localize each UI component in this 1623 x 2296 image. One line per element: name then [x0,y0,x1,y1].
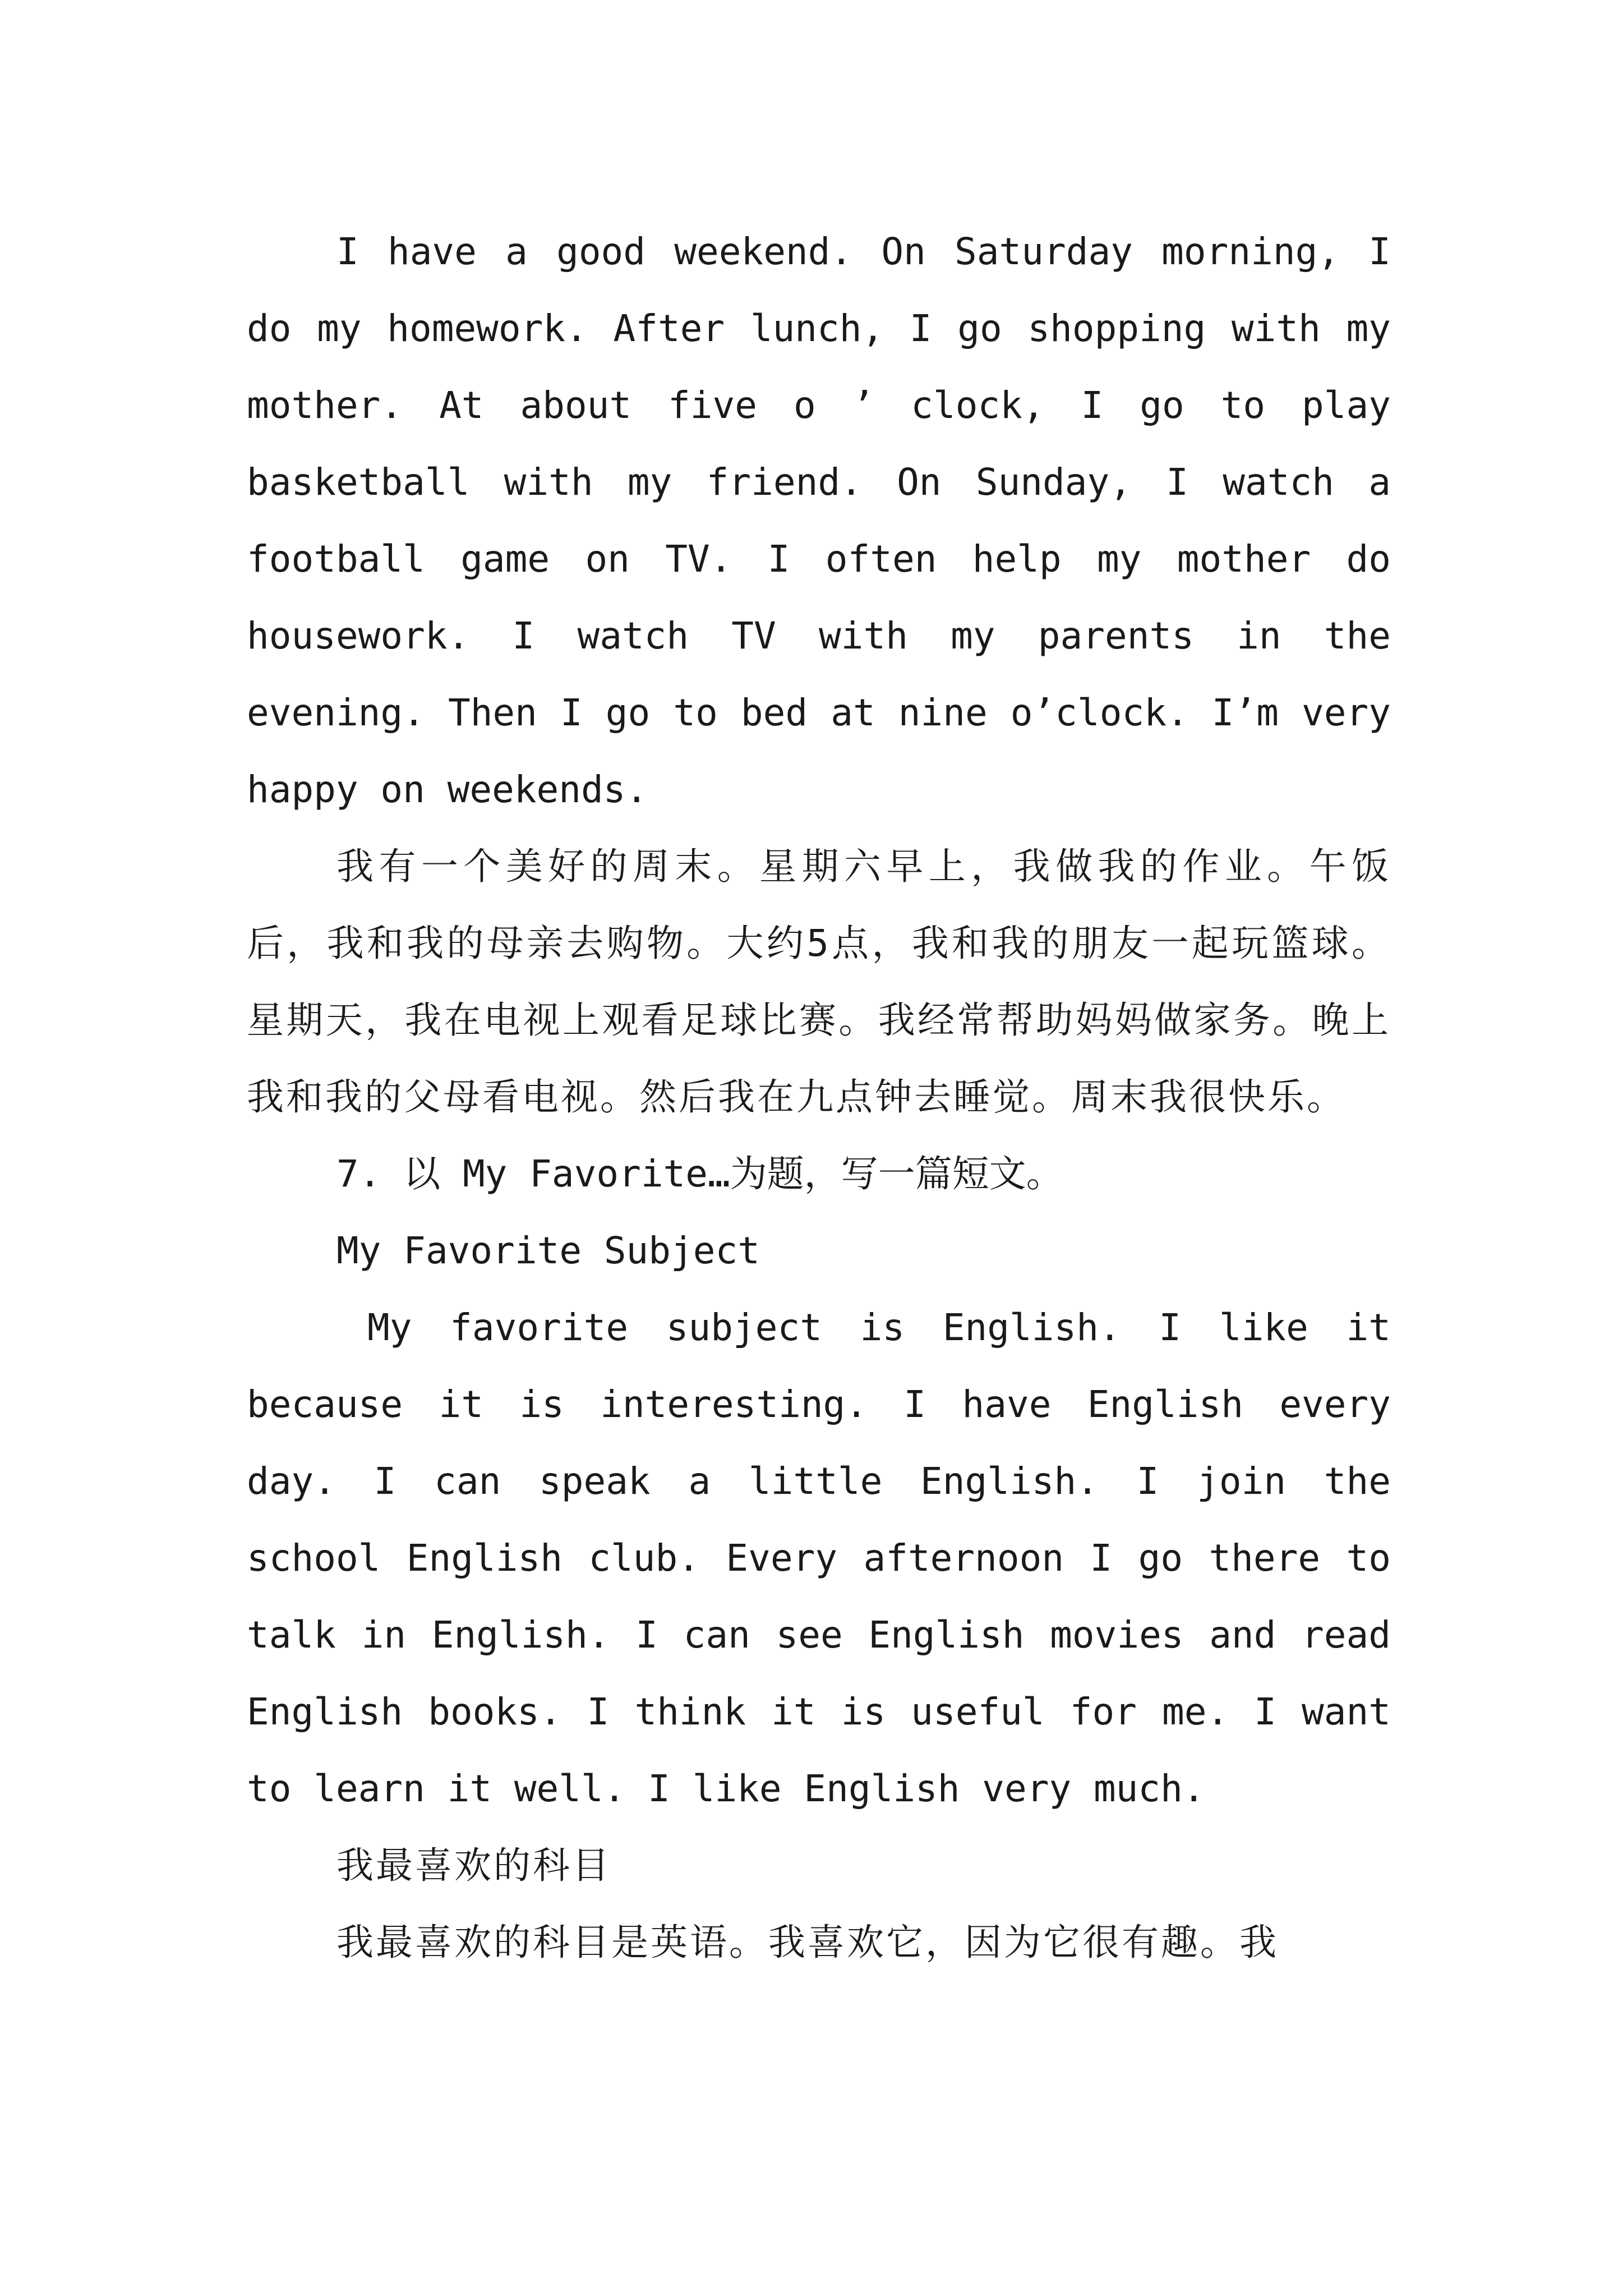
exercise-prompt: 7. 以 My Favorite…为题，写一篇短文。 [336,1152,1063,1195]
favorite-subject-essay-chinese: 我最喜欢的科目是英语。我喜欢它，因为它很有趣。我 [336,1921,1279,1964]
essay-title-english: My Favorite Subject [336,1229,760,1272]
document-page [247,213,1391,1981]
weekend-essay-english: I have a good weekend. On Saturday morning, I do my homework. After lunch, I go shopping with my mother. At about five o ’ clock, I go to play basketball with my friend. On Sunday, I watch a football game on TV. I often help my mother do housework. I watch TV with my parents in the evening. Then I go to bed at nine o’clock. I’m very happy on weekends. [247,230,1391,811]
weekend-essay-chinese: 我有一个美好的周末。星期六早上，我做我的作业。午饭后，我和我的母亲去购物。大约5点，我和我的朋友一起玩篮球。星期天，我在电视上观看足球比赛。我经常帮助妈妈做家务。晚上我和我的父母看电视。然后我在九点钟去睡觉。周末我很快乐。 [247,845,1391,1119]
favorite-subject-essay-english: My favorite subject is English. I like it because it is interesting. I have English every day. I can speak a little English. I join the school English club. Every afternoon I go there to talk in English. I can see English movies and read English books. I think it is useful for me. I want to learn it well. I like English very much. [247,1306,1391,1810]
essay-title-chinese: 我最喜欢的科目 [336,1844,611,1887]
